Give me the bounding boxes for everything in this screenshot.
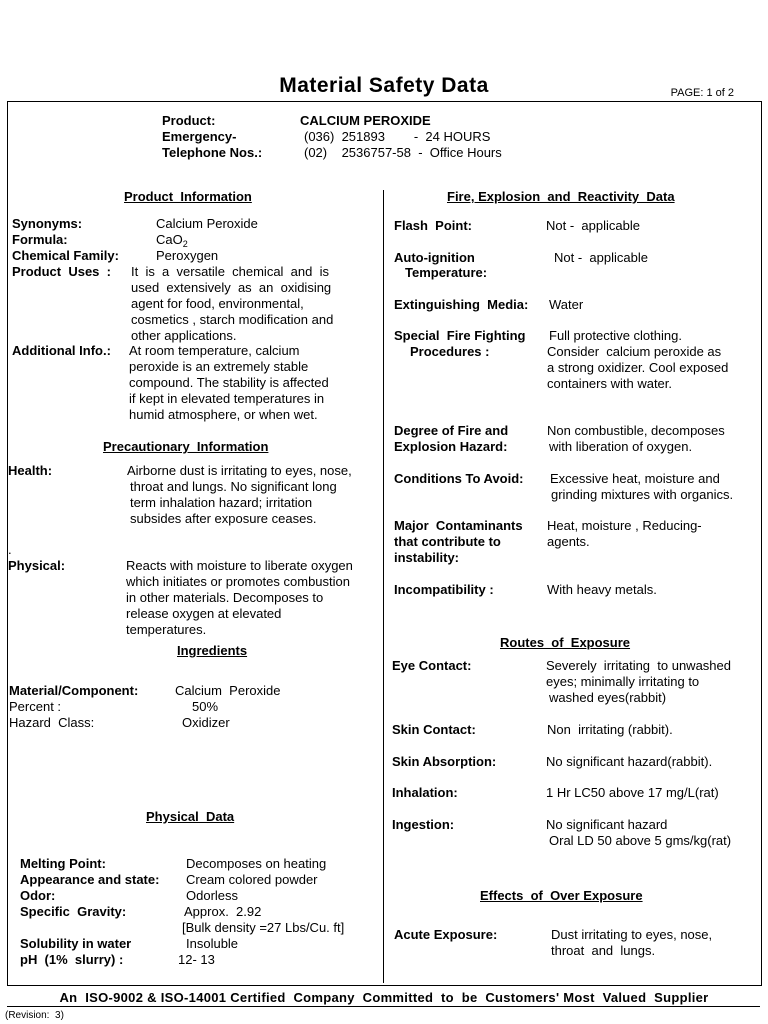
effects-over-exposure-heading: Effects of Over Exposure — [480, 888, 643, 903]
physical-label: Physical: — [8, 558, 66, 573]
inhalation-value: 1 Hr LC50 above 17 mg/L(rat) — [546, 785, 719, 800]
component-value: Calcium Peroxide — [175, 683, 281, 698]
extinguishing-media-value: Water — [549, 297, 584, 312]
physical-line: temperatures. — [126, 622, 207, 637]
skin-contact-label: Skin Contact: — [392, 722, 476, 737]
specific-gravity-label: Specific Gravity: — [20, 904, 127, 919]
degree-of-fire-label: Degree of Fire and — [394, 423, 509, 438]
document-title: Material Safety Data — [279, 74, 489, 97]
melting-point-value: Decomposes on heating — [186, 856, 327, 871]
special-procedures-line: Consider calcium peroxide as — [547, 344, 722, 359]
skin-absorption-label: Skin Absorption: — [392, 754, 497, 769]
conditions-to-avoid-line: Excessive heat, moisture and — [550, 471, 720, 486]
ingestion-line: No significant hazard — [546, 817, 668, 832]
major-contaminants-line: agents. — [547, 534, 590, 549]
conditions-to-avoid-label: Conditions To Avoid: — [394, 471, 524, 486]
odor-label: Odor: — [20, 888, 56, 903]
specific-gravity-value: Approx. 2.92 — [184, 904, 262, 919]
product-uses-line: cosmetics , starch modification and — [131, 312, 334, 327]
formula-label: Formula: — [12, 232, 68, 247]
product-label: Product: — [162, 113, 216, 128]
physical-line: which initiates or promotes combustion — [126, 574, 350, 589]
skin-absorption-value: No significant hazard(rabbit). — [546, 754, 713, 769]
hazard-class-label: Hazard Class: — [9, 715, 95, 730]
conditions-to-avoid-line: grinding mixtures with organics. — [551, 487, 734, 502]
special-procedures-line: Full protective clothing. — [549, 328, 682, 343]
telephone-label: Telephone Nos.: — [162, 145, 263, 160]
fire-explosion-heading: Fire, Explosion and Reactivity Data — [447, 189, 675, 204]
degree-of-fire-line: Non combustible, decomposes — [547, 423, 725, 438]
health-line: subsides after exposure ceases. — [130, 511, 317, 526]
page-number: PAGE: 1 of 2 — [670, 87, 734, 99]
ingestion-label: Ingestion: — [392, 817, 455, 832]
incompatibility-value: With heavy metals. — [547, 582, 657, 597]
physical-data-heading: Physical Data — [146, 809, 235, 824]
eye-contact-line: washed eyes(rabbit) — [549, 690, 667, 705]
acute-exposure-line: throat and lungs. — [551, 943, 656, 958]
auto-ignition-label: Auto-ignition — [394, 250, 475, 265]
flash-point-value: Not - applicable — [546, 218, 640, 233]
percent-label: Percent : — [9, 699, 62, 714]
major-contaminants-label: Major Contaminants — [394, 518, 523, 533]
physical-line: in other materials. Decomposes to — [126, 590, 324, 605]
auto-ignition-label-2: Temperature: — [405, 265, 488, 280]
major-contaminants-label-3: instability: — [394, 550, 460, 565]
health-line: Airborne dust is irritating to eyes, nose, — [127, 463, 352, 478]
synonyms-label: Synonyms: — [12, 216, 83, 231]
physical-line: Reacts with moisture to liberate oxygen — [126, 558, 353, 573]
special-procedures-line: containers with water. — [547, 376, 673, 391]
column-divider — [383, 190, 384, 983]
component-label: Material/Component: — [9, 683, 139, 698]
ph-label: pH (1% slurry) : — [20, 952, 124, 967]
content-box — [7, 101, 762, 986]
extinguishing-media-label: Extinguishing Media: — [394, 297, 529, 312]
ingestion-line: Oral LD 50 above 5 gms/kg(rat) — [549, 833, 732, 848]
product-uses-line: agent for food, environmental, — [131, 296, 304, 311]
additional-info-line: if kept in elevated temperatures in — [129, 391, 325, 406]
skin-contact-value: Non irritating (rabbit). — [547, 722, 673, 737]
product-uses-line: It is a versatile chemical and is — [131, 264, 329, 279]
acute-exposure-label: Acute Exposure: — [394, 927, 498, 942]
additional-info-line: compound. The stability is affected — [129, 375, 329, 390]
solubility-label: Solubility in water — [20, 936, 132, 951]
synonyms-value: Calcium Peroxide — [156, 216, 258, 231]
major-contaminants-line: Heat, moisture , Reducing- — [547, 518, 702, 533]
appearance-label: Appearance and state: — [20, 872, 160, 887]
emergency-value: (036) 251893 - 24 HOURS — [304, 129, 491, 144]
special-fire-fighting-label: Special Fire Fighting — [394, 328, 526, 343]
health-line: throat and lungs. No significant long — [130, 479, 337, 494]
revision-label: (Revision: 3) — [5, 1010, 64, 1021]
health-line: term inhalation hazard; irritation — [130, 495, 313, 510]
bulk-density-value: [Bulk density =27 Lbs/Cu. ft] — [182, 920, 345, 935]
degree-of-fire-label-2: Explosion Hazard: — [394, 439, 508, 454]
telephone-value: (02) 2536757-58 - Office Hours — [304, 145, 502, 160]
degree-of-fire-line: with liberation of oxygen. — [549, 439, 693, 454]
footer-rule — [7, 1006, 760, 1007]
additional-info-line: humid atmosphere, or when wet. — [129, 407, 318, 422]
formula-value: CaO$_2$ — [156, 232, 188, 249]
product-value: CALCIUM PEROXIDE — [300, 113, 431, 128]
emergency-label: Emergency- — [162, 129, 237, 144]
hazard-class-value: Oxidizer — [182, 715, 230, 730]
auto-ignition-value: Not - applicable — [554, 250, 648, 265]
health-label: Health: — [8, 463, 53, 478]
eye-contact-line: eyes; minimally irritating to — [546, 674, 700, 689]
flash-point-label: Flash Point: — [394, 218, 472, 233]
ingredients-heading: Ingredients — [177, 643, 248, 658]
special-procedures-line: a strong oxidizer. Cool exposed — [547, 360, 729, 375]
odor-value: Odorless — [186, 888, 239, 903]
physical-line: release oxygen at elevated — [126, 606, 282, 621]
acute-exposure-line: Dust irritating to eyes, nose, — [551, 927, 713, 942]
eye-contact-line: Severely irritating to unwashed — [546, 658, 731, 673]
incompatibility-label: Incompatibility : — [394, 582, 494, 597]
percent-value: 50% — [192, 699, 219, 714]
chemical-family-label: Chemical Family: — [12, 248, 119, 263]
stray-dot: . — [8, 542, 12, 557]
footer-statement: An ISO-9002 & ISO-14001 Certified Company Committed to be Customers' Most Valued Supplier — [59, 990, 709, 1005]
additional-info-label: Additional Info.: — [12, 343, 111, 358]
eye-contact-label: Eye Contact: — [392, 658, 472, 673]
chemical-family-value: Peroxygen — [156, 248, 219, 263]
routes-of-exposure-heading: Routes of Exposure — [500, 635, 631, 650]
product-uses-label: Product Uses : — [12, 264, 111, 279]
appearance-value: Cream colored powder — [186, 872, 318, 887]
ph-value: 12- 13 — [178, 952, 215, 967]
product-uses-line: used extensively as an oxidising — [131, 280, 332, 295]
additional-info-line: At room temperature, calcium — [129, 343, 300, 358]
product-information-heading: Product Information — [124, 189, 252, 204]
solubility-value: Insoluble — [186, 936, 239, 951]
additional-info-line: peroxide is an extremely stable — [129, 359, 309, 374]
precautionary-heading: Precautionary Information — [103, 439, 269, 454]
major-contaminants-label-2: that contribute to — [394, 534, 501, 549]
melting-point-label: Melting Point: — [20, 856, 106, 871]
special-fire-fighting-label-2: Procedures : — [410, 344, 490, 359]
inhalation-label: Inhalation: — [392, 785, 458, 800]
product-uses-line: other applications. — [131, 328, 237, 343]
